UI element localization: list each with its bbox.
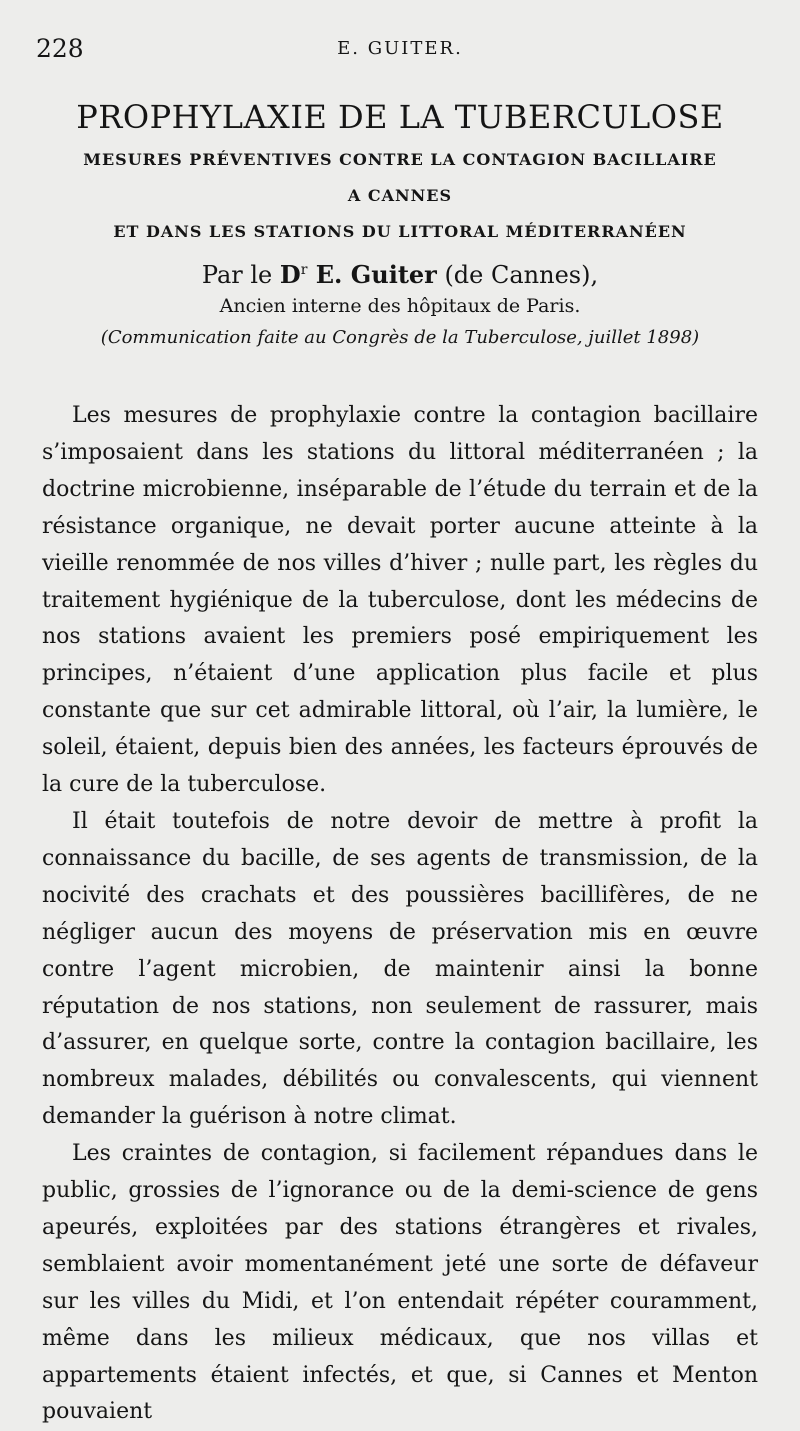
article-body [42,398,758,1431]
communication-note: (Communication faite au Congrès de la Tuberculose, juillet 1898) [100,327,700,348]
article-heading [40,96,760,355]
running-head: E. GUITER. [337,38,463,59]
author-title-sup: r [300,262,308,278]
author-byline [40,254,760,291]
body-paragraph-1: Les mesures de prophylaxie contre la contagion bacillaire s’imposaient dans les stations du littoral méditerranéen ; la doctrine microbienne, inséparable de l’étude du terrain et de la résistance organique, ne devait porter aucune atteinte à la vieille renommée de nos villes d’hiver ; nulle part, les règles du traitement hygiénique de la tuberculose, dont les médecins de nos stations avaient les premiers posé empiriquement les principes, n’étaient d’une application plus facile et plus constante que sur cet admirable littoral, où l’air, la lumière, le soleil, étaient, depuis bien des années, les facteurs éprouvés de la cure de la tuberculose. [42,403,758,798]
subtitle-line-1: MESURES PRÉVENTIVES CONTRE LA CONTAGION BACILLAIRE [83,150,717,169]
body-paragraph-3: Les craintes de contagion, si facilement répandues dans le public, grossies de l’ignorance ou de la demi-science de gens apeurés, exploitées par des stations étrangères et rivales, semblaient avoir momentanément jeté une sorte de défaveur sur les villes du Midi, et l’on entendait répéter couramment, même dans les milieux médicaux, que nos villas et appartements étaient infectés, et que, si Cannes et Menton pouvaient [42,1141,758,1425]
page-header [30,34,770,74]
subtitle-line-2: A CANNES [347,186,453,205]
page-number: 228 [36,34,84,63]
author-affiliation: Ancien interne des hôpitaux de Paris. [219,295,581,317]
article-title: PROPHYLAXIE DE LA TUBERCULOSE [76,98,724,136]
body-paragraph-2: Il était toutefois de notre devoir de mettre à profit la connaissance du bacille, de ses agents de transmission, de la nocivité des crachats et des poussières bacillifères, de ne négliger aucun des moyens de préservation mis en œuvre contre l’agent microbien, de maintenir ainsi la bonne réputation de nos stations, non seulement de rassurer, mais d’assurer, en quelque sorte, contre la contagion bacillaire, les nombreux malades, débilités ou convalescents, qui viennent demander la guérison à notre climat. [42,808,758,1130]
author-title: D [279,260,301,289]
byline-suffix: (de Cannes), [436,261,599,289]
subtitle-line-3: ET DANS LES STATIONS DU LITTORAL MÉDITERRANÉEN [113,222,687,241]
byline-prefix: Par le [201,261,280,289]
author-name: E. Guiter [307,260,437,289]
